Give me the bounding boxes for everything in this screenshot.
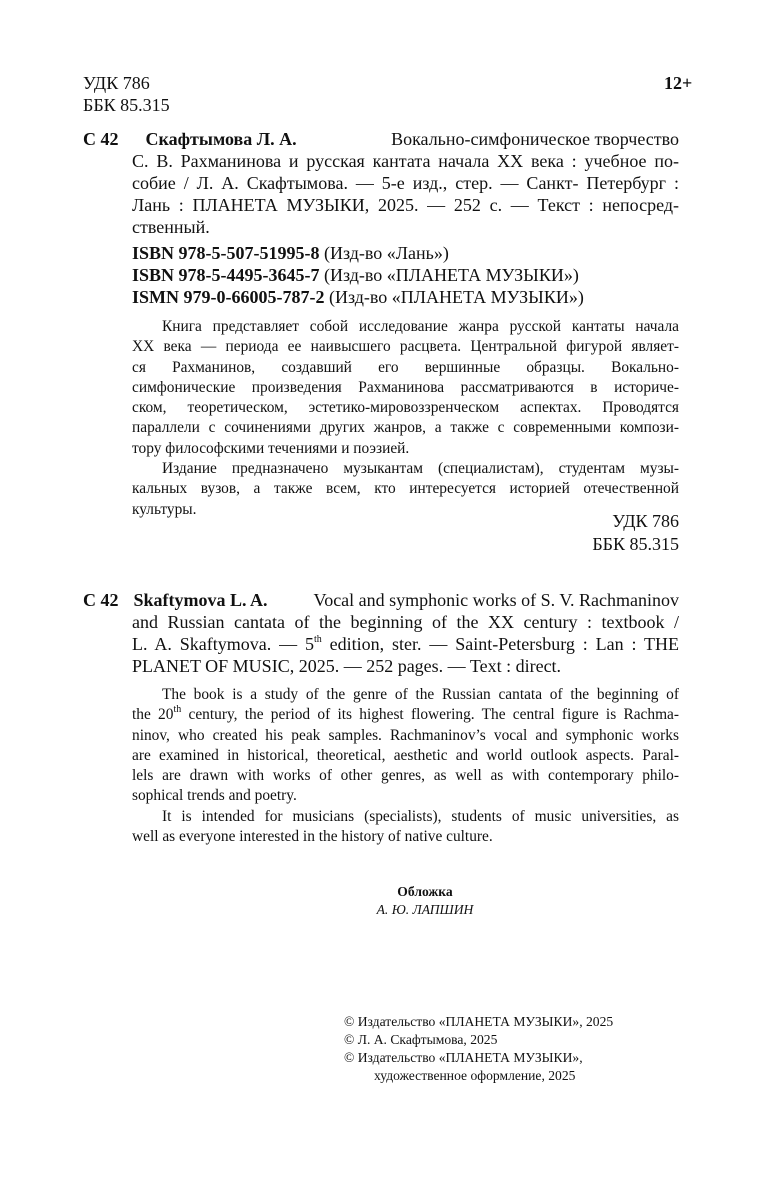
isbn-publisher: (Изд-во «ПЛАНЕТА МУЗЫКИ») bbox=[319, 265, 579, 285]
en-abstract-line: lels are drawn with works of other genres, as well as with contemporary philo- bbox=[132, 767, 679, 785]
en-abstract-line2-sup: th bbox=[173, 704, 182, 716]
isbn-item bbox=[132, 242, 584, 264]
copyright-line: © Издательство «ПЛАНЕТА МУЗЫКИ», 2025 bbox=[344, 1014, 614, 1029]
ru-audience-line: кальных вузов, а также всем, кто интересуется историей отечественной bbox=[132, 480, 679, 498]
en-record-title-start: Vocal and symphonic works of S. V. Rachmaninov bbox=[313, 590, 679, 610]
ru-abstract-line: XX века — периода ее наивысшего расцвета. Центральной фигурой являет- bbox=[132, 338, 679, 356]
en-audience-line: It is intended for musicians (specialists), students of music universities, as bbox=[162, 807, 679, 825]
en-record-line2: and Russian cantata of the beginning of the XX century : textbook / bbox=[132, 612, 679, 632]
en-abstract-line: sophical trends and poetry. bbox=[132, 787, 297, 805]
ru-record-line5: ственный. bbox=[132, 217, 210, 237]
en-abstract-line: The book is a study of the genre of the Russian cantata of the beginning of bbox=[162, 686, 679, 703]
copyright-block bbox=[344, 1013, 613, 1085]
ru-udk-right: УДК 786 bbox=[612, 511, 679, 531]
ismn-number: ISMN 979-0-66005-787-2 bbox=[132, 287, 325, 307]
isbn-number: ISBN 978-5-4495-3645-7 bbox=[132, 265, 320, 285]
copyright-line: © Издательство «ПЛАНЕТА МУЗЫКИ», bbox=[344, 1050, 583, 1065]
age-rating-badge: 12+ bbox=[664, 73, 693, 93]
en-record-line3-b: edition, ster. — Saint-Petersburg : Lan : THE bbox=[321, 634, 679, 654]
header-bbk: ББК 85.315 bbox=[83, 95, 170, 115]
en-audience-line: well as everyone interested in the history of native culture. bbox=[132, 828, 493, 846]
ru-record-line4: Лань : ПЛАНЕТА МУЗЫКИ, 2025. — 252 с. — Текст : непосред- bbox=[132, 195, 679, 215]
ru-abstract-line: симфонические произведения Рахманинова рассматриваются в историче- bbox=[132, 378, 679, 396]
ru-abstract-line: ском, теоретическом, эстетико-мировоззренческом аспектах. Проводятся bbox=[132, 399, 679, 417]
en-record bbox=[83, 589, 679, 677]
header-udk: УДК 786 bbox=[83, 73, 150, 93]
en-record-line3-sup: th bbox=[313, 634, 322, 645]
ru-audience-line: Издание предназначено музыкантам (специалистам), студентам музы- bbox=[162, 460, 679, 478]
ru-record-line1 bbox=[83, 128, 679, 150]
ru-abstract-line: тору философскими течениями и поэзией. bbox=[132, 439, 410, 457]
ismn-item bbox=[132, 286, 584, 308]
en-record-code: С 42 bbox=[83, 590, 119, 610]
en-record-line4: PLANET OF MUSIC, 2025. — 252 pages. — Text : direct. bbox=[132, 656, 562, 676]
ru-record-author: Скафтымова Л. А. bbox=[145, 129, 297, 149]
ru-abstract-line: Книга представляет собой исследование жанра русской кантаты начала bbox=[162, 318, 679, 335]
en-record-line1 bbox=[83, 589, 679, 611]
ru-audience-line: культуры. bbox=[132, 500, 197, 518]
ru-abstract-line: ся Рахманинов, создавший его вершинные образцы. Вокально- bbox=[132, 358, 679, 376]
en-record-line3-a: L. A. Skaftymova. — 5 bbox=[132, 634, 314, 654]
en-abstract-line bbox=[132, 705, 679, 725]
ru-record-title-start: Вокально-симфоническое творчество bbox=[391, 129, 679, 149]
cover-artist: А. Ю. ЛАПШИН bbox=[376, 902, 474, 917]
en-abstract-line2-a: the 20 bbox=[132, 706, 174, 724]
ru-abstract-line: параллели с сочинениями других жанров, а также с современными компози- bbox=[132, 419, 679, 437]
ru-record bbox=[83, 128, 679, 238]
isbn-list bbox=[132, 242, 584, 308]
en-record-author: Skaftymova L. A. bbox=[133, 590, 268, 610]
ru-record-code: С 42 bbox=[83, 129, 119, 149]
copyright-line: © Л. А. Скафтымова, 2025 bbox=[344, 1032, 498, 1047]
en-abstract-line: ninov, who created his peak samples. Rachmaninov’s vocal and symphonic works bbox=[132, 726, 679, 744]
cover-label: Обложка bbox=[397, 884, 453, 899]
ru-abstract bbox=[132, 317, 679, 520]
isbn-item bbox=[132, 264, 584, 286]
ru-bbk-right: ББК 85.315 bbox=[592, 534, 679, 554]
isbn-publisher: (Изд-во «ПЛАНЕТА МУЗЫКИ») bbox=[324, 287, 584, 307]
en-abstract-line2-b: century, the period of its highest flowering. The central figure is Rachma- bbox=[181, 706, 679, 724]
en-record-line3 bbox=[132, 633, 679, 655]
en-abstract-line: are examined in historical, theoretical, aesthetic and world outlook aspects. Paral- bbox=[132, 746, 679, 764]
ru-record-line3: собие / Л. А. Скафтымова. — 5-е изд., стер. — Санкт- Петербург : bbox=[132, 173, 679, 193]
ru-record-line2: С. В. Рахманинова и русская кантата начала XX века : учебное по- bbox=[132, 151, 679, 171]
isbn-publisher: (Изд-во «Лань») bbox=[319, 243, 449, 263]
isbn-number: ISBN 978-5-507-51995-8 bbox=[132, 243, 320, 263]
copyright-line: художественное оформление, 2025 bbox=[374, 1068, 576, 1083]
en-abstract bbox=[132, 685, 679, 847]
